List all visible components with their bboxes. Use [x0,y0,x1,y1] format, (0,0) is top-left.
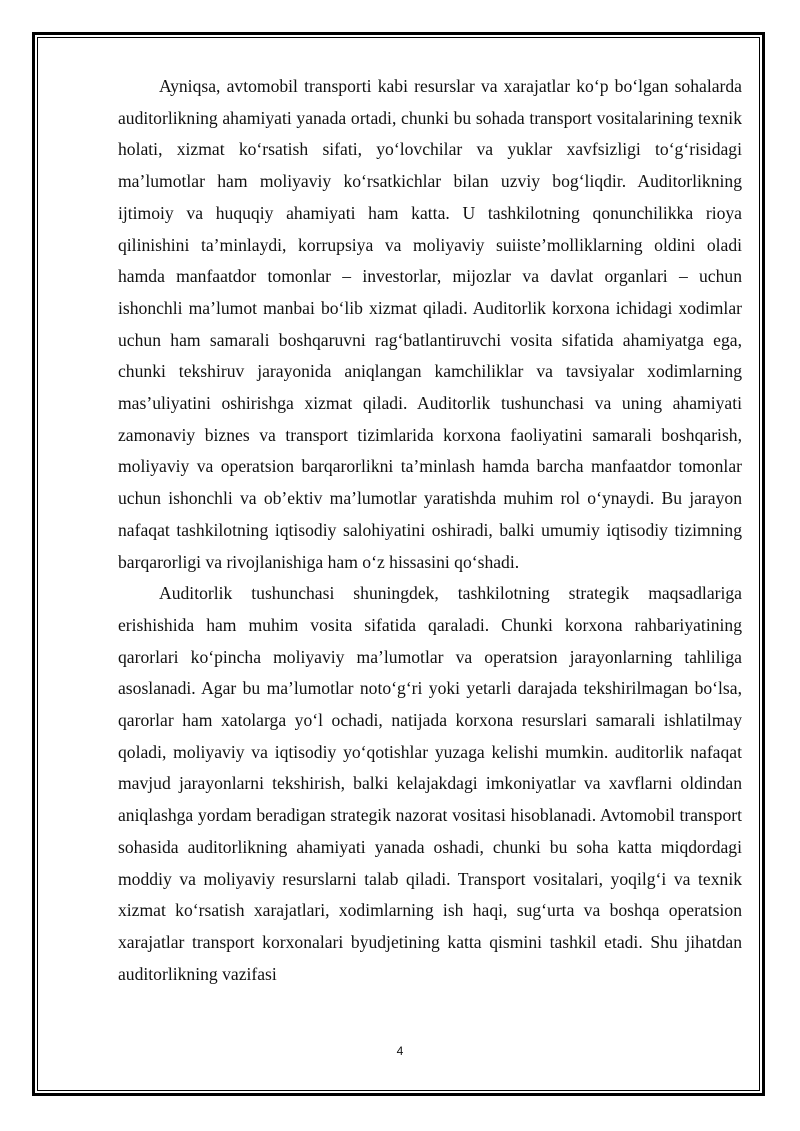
page-number: 4 [396,1044,404,1058]
paragraph-2: Auditorlik tushunchasi shuningdek, tashkilotning strategik maqsadlariga erishishida ham muhim vosita sifatida qaraladi. Chunki korxona rahbariyatining qarorlari ko‘pincha moliyaviy ma’lumotlar va operatsion jarayonlarning tahliliga asoslanadi. Agar bu ma’lumotlar noto‘g‘ri yoki yetarli darajada tekshirilmagan bo‘lsa, qarorlar ham xatolarga yo‘l ochadi, natijada korxona resurslari samarali ishlatilmay qoladi, moliyaviy va iqtisodiy yo‘qotishlar yuzaga kelishi mumkin. auditorlik nafaqat mavjud jarayonlarni tekshirish, balki kelajakdagi imkoniyatlar va xavflarni oldindan aniqlashga yordam beradigan strategik nazorat vositasi hisoblanadi. Avtomobil transport sohasida auditorlikning ahamiyati yanada oshadi, chunki bu soha katta miqdordagi moddiy va moliyaviy resurslarni talab qiladi. Transport vositalari, yoqilg‘i va texnik xizmat ko‘rsatish xarajatlari, xodimlarning ish haqi, sug‘urta va boshqa operatsion xarajatlar transport korxonalari byudjetining katta qismini tashkil etadi. Shu jihatdan auditorlikning vazifasi [118,583,742,984]
document-body [118,71,742,990]
paragraph-1: Ayniqsa, avtomobil transporti kabi resurslar va xarajatlar ko‘p bo‘lgan sohalarda auditorlikning ahamiyati yanada ortadi, chunki bu sohada transport vositalarining texnik holati, xizmat ko‘rsatish sifati, yo‘lovchilar va yuklar xavfsizligi to‘g‘risidagi ma’lumotlar ham moliyaviy ko‘rsatkichlar bilan uzviy bog‘liqdir. Auditorlikning ijtimoiy va huquqiy ahamiyati ham katta. U tashkilotning qonunchilikka rioya qilinishini ta’minlaydi, korrupsiya va moliyaviy suiiste’molliklarning oldini oladi hamda manfaatdor tomonlar – investorlar, mijozlar va davlat organlari – uchun ishonchli ma’lumot manbai bo‘lib xizmat qiladi. Auditorlik korxona ichidagi xodimlar uchun ham samarali boshqaruvni rag‘batlantiruvchi vosita sifatida ahamiyatga ega, chunki tekshiruv jarayonida aniqlangan kamchiliklar va tavsiyalar xodimlarning mas’uliyatini oshirishga xizmat qiladi. Auditorlik tushunchasi va uning ahamiyati zamonaviy biznes va transport tizimlarida korxona faoliyatini samarali boshqarish, moliyaviy va operatsion barqarorlikni ta’minlash hamda barcha manfaatdor tomonlar uchun ishonchli va ob’ektiv ma’lumotlar yaratishda muhim rol o‘ynaydi. Bu jarayon nafaqat tashkilotning iqtisodiy salohiyatini oshiradi, balki umumiy iqtisodiy tizimning barqarorligi va rivojlanishiga ham o‘z hissasini qo‘shadi. [118,76,742,572]
